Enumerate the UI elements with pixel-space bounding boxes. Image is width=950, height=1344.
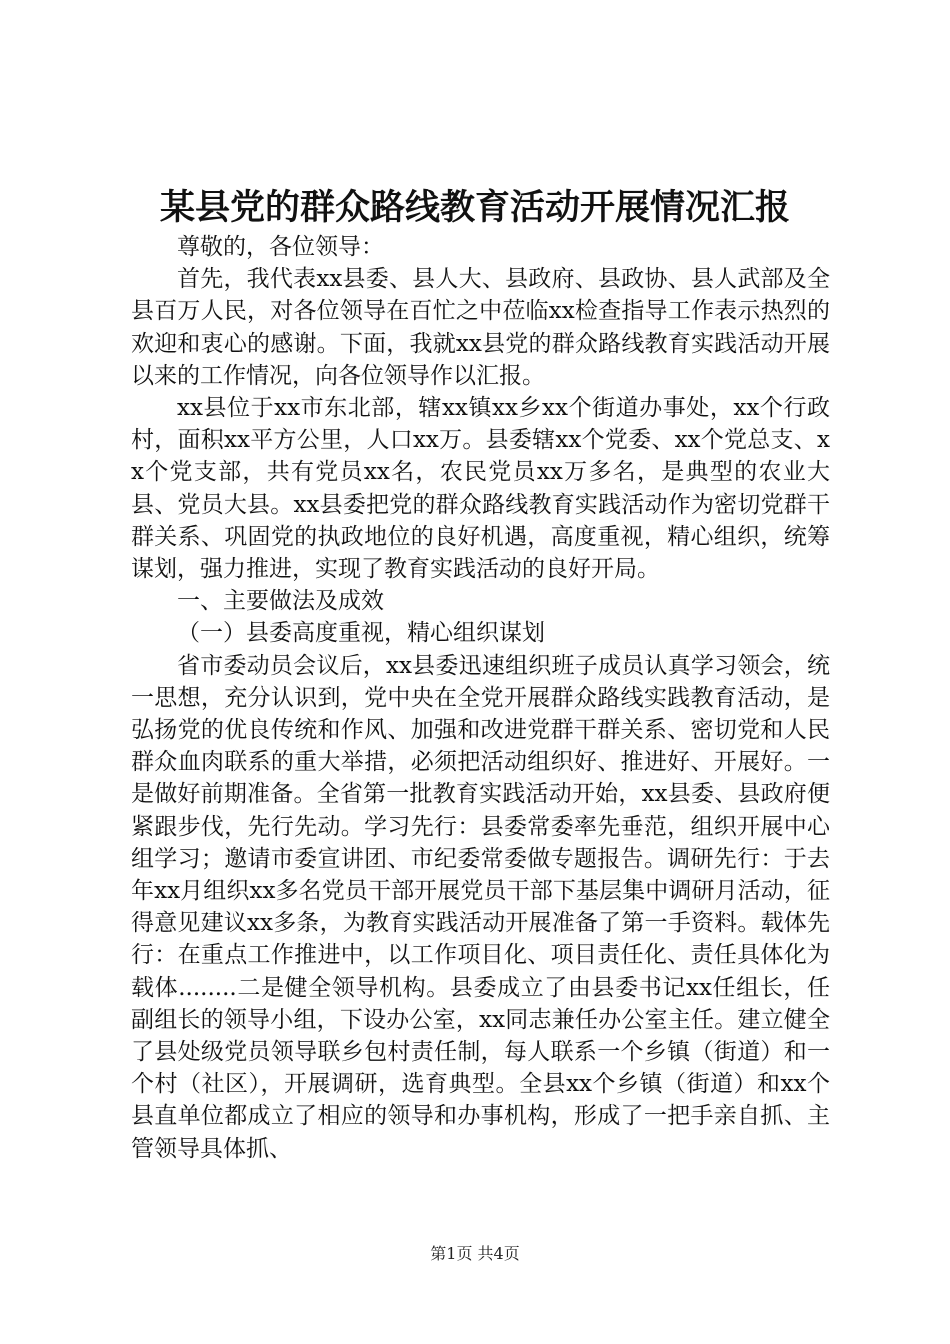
- body-paragraph: 省市委动员会议后，xx县委迅速组织班子成员认真学习领会，统一思想，充分认识到，党中央在全党开展群众路线实践教育活动，是弘扬党的优良传统和作风、加强和改进党群干群关系、密切党和人民群众血肉联系的重大举措，必须把活动组织好、推进好、开展好。一是做好前期准备。全省第一批教育实践活动开始，xx县委、县政府便紧跟步伐，先行先动。学习先行：县委常委率先垂范，组织开展中心组学习；邀请市委宣讲团、市纪委常委做专题报告。调研先行：于去年xx月组织xx多名党员干部开展党员干部下基层集中调研月活动，征得意见建议xx多条，为教育实践活动开展准备了第一手资料。载体先行：在重点工作推进中，以工作项目化、项目责任化、责任具体化为载体........二是健全领导机构。县委成立了由县委书记xx任组长，任副组长的领导小组，下设办公室，xx同志兼任办公室主任。建立健全了县处级党员领导联乡包村责任制，每人联系一个乡镇（街道）和一个村（社区），开展调研，选育典型。全县xx个乡镇（街道）和xx个县直单位都成立了相应的领导和办事机构，形成了一把手亲自抓、主管领导具体抓、: [131, 652, 830, 1162]
- document-title: 某县党的群众路线教育活动开展情况汇报: [159, 187, 790, 228]
- subsection-heading: （一）县委高度重视，精心组织谋划: [177, 620, 545, 647]
- salutation-paragraph: 尊敬的，各位领导：: [177, 234, 384, 260]
- intro-paragraph: 首先，我代表xx县委、县人大、县政府、县政协、县人武部及全县百万人民，对各位领导在百忙之中莅临xx检查指导工作表示热烈的欢迎和衷心的感谢。下面，我就xx县党的群众路线教育实践活动开展以来的工作情况，向各位领导作以汇报。: [131, 266, 830, 389]
- document-body: [131, 231, 830, 1165]
- page-footer: 第1页 共4页: [430, 1244, 520, 1263]
- overview-paragraph: xx县位于xx市东北部，辖xx镇xx乡xx个街道办事处，xx个行政村，面积xx平方公里，人口xx万。县委辖xx个党委、xx个党总支、xx个党支部，共有党员xx名，农民党员xx万多名，是典型的农业大县、党员大县。xx县委把党的群众路线教育实践活动作为密切党群干群关系、巩固党的执政地位的良好机遇，高度重视，精心组织，统筹谋划，强力推进，实现了教育实践活动的良好开局。: [131, 395, 830, 583]
- section-heading: 一、主要做法及成效: [177, 588, 384, 615]
